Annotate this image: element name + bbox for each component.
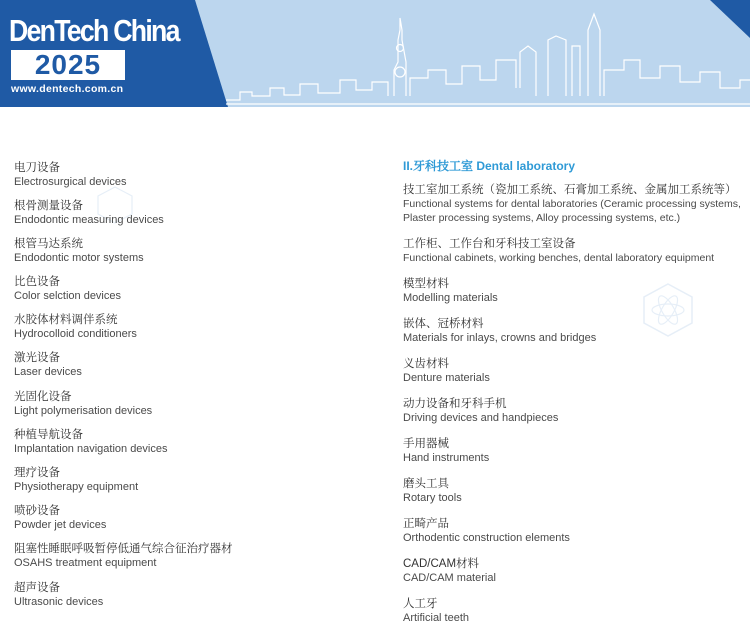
- list-item: [403, 397, 558, 425]
- item-zh: 嵌体、冠桥材料: [403, 318, 484, 330]
- list-item: [403, 237, 714, 265]
- item-en: OSAHS treatment equipment: [14, 557, 157, 569]
- item-zh: 工作柜、工作台和牙科技工室设备: [403, 238, 576, 250]
- list-item: [14, 504, 106, 532]
- item-en: Functional systems for dental laboratories (Ceramic processing systems,: [403, 198, 741, 210]
- list-item: [14, 351, 82, 379]
- list-item: [403, 557, 496, 585]
- list-item: [403, 183, 741, 225]
- list-item: [403, 357, 490, 385]
- list-item: [14, 466, 138, 494]
- item-zh: 正畸产品: [403, 518, 449, 530]
- item-en: Rotary tools: [403, 492, 462, 504]
- item-zh: 激光设备: [14, 352, 60, 364]
- item-zh: CAD/CAM材料: [403, 558, 480, 570]
- item-zh: 喷砂设备: [14, 505, 60, 517]
- item-en: Physiotherapy equipment: [14, 481, 139, 493]
- item-zh: 种植导航设备: [14, 429, 83, 441]
- list-item: [14, 313, 137, 341]
- logo-title: DenTech China: [9, 13, 179, 48]
- logo-url: www.dentech.com.cn: [11, 83, 124, 95]
- item-zh: 比色设备: [14, 276, 60, 288]
- item-zh: 磨头工具: [403, 478, 449, 490]
- list-item: [14, 199, 164, 227]
- list-item: [403, 477, 462, 505]
- list-item: [403, 597, 469, 625]
- item-en: Hand instruments: [403, 452, 490, 464]
- item-en: Hydrocolloid conditioners: [14, 328, 137, 340]
- list-item: [14, 161, 127, 189]
- list-item: [14, 237, 144, 265]
- item-zh: 理疗设备: [14, 467, 60, 479]
- item-zh: 人工牙: [403, 598, 438, 610]
- item-en: Ultrasonic devices: [14, 596, 104, 608]
- item-en: Color selction devices: [14, 290, 121, 302]
- item-en: Driving devices and handpieces: [403, 412, 559, 424]
- list-item: [403, 277, 498, 305]
- item-zh: 技工室加工系统（瓷加工系统、石膏加工系统、金属加工系统等）: [403, 184, 737, 196]
- item-en: Electrosurgical devices: [14, 176, 127, 188]
- item-en: Powder jet devices: [14, 519, 107, 531]
- atom-watermark-icon: [640, 282, 696, 338]
- list-item: [14, 428, 167, 456]
- item-en: Materials for inlays, crowns and bridges: [403, 332, 597, 344]
- item-en: Implantation navigation devices: [14, 443, 168, 455]
- list-item: [14, 581, 103, 609]
- header-banner: [0, 0, 750, 107]
- list-item: [403, 517, 570, 545]
- item-zh: 光固化设备: [14, 391, 72, 403]
- item-en: Modelling materials: [403, 292, 498, 304]
- list-item: [403, 317, 596, 345]
- item-zh: 根骨测量设备: [14, 200, 83, 212]
- item-zh: 电刀设备: [14, 162, 60, 174]
- item-en: Endodontic motor systems: [14, 252, 144, 264]
- item-zh: 模型材料: [403, 278, 449, 290]
- item-zh: 义齿材料: [403, 358, 449, 370]
- item-zh: 超声设备: [14, 582, 60, 594]
- list-item: [403, 437, 489, 465]
- item-zh: 水胶体材料调伴系统: [14, 314, 118, 326]
- item-en: Artificial teeth: [403, 612, 470, 624]
- item-en: Endodontic measuring devices: [14, 214, 164, 226]
- item-en: Functional cabinets, working benches, dental laboratory equipment: [403, 252, 715, 264]
- item-en-continued: Plaster processing systems, Alloy processing systems, etc.): [403, 212, 681, 224]
- item-en: Light polymerisation devices: [14, 405, 153, 417]
- item-en: Denture materials: [403, 372, 490, 384]
- item-en: Orthodentic construction elements: [403, 532, 570, 544]
- item-zh: 手用器械: [403, 438, 449, 450]
- section-title: II.牙科技工室 Dental laboratory: [403, 159, 576, 173]
- item-zh: 动力设备和牙科手机: [403, 398, 507, 410]
- item-en: CAD/CAM material: [403, 572, 496, 584]
- item-en: Laser devices: [14, 366, 82, 378]
- list-item: [14, 275, 121, 303]
- logo-year: 2025: [11, 50, 125, 80]
- list-item: [14, 542, 233, 570]
- item-zh: 阻塞性睡眠呼吸暂停低通气综合征治疗器材: [14, 543, 233, 555]
- item-zh: 根管马达系统: [14, 238, 83, 250]
- list-item: [14, 390, 152, 418]
